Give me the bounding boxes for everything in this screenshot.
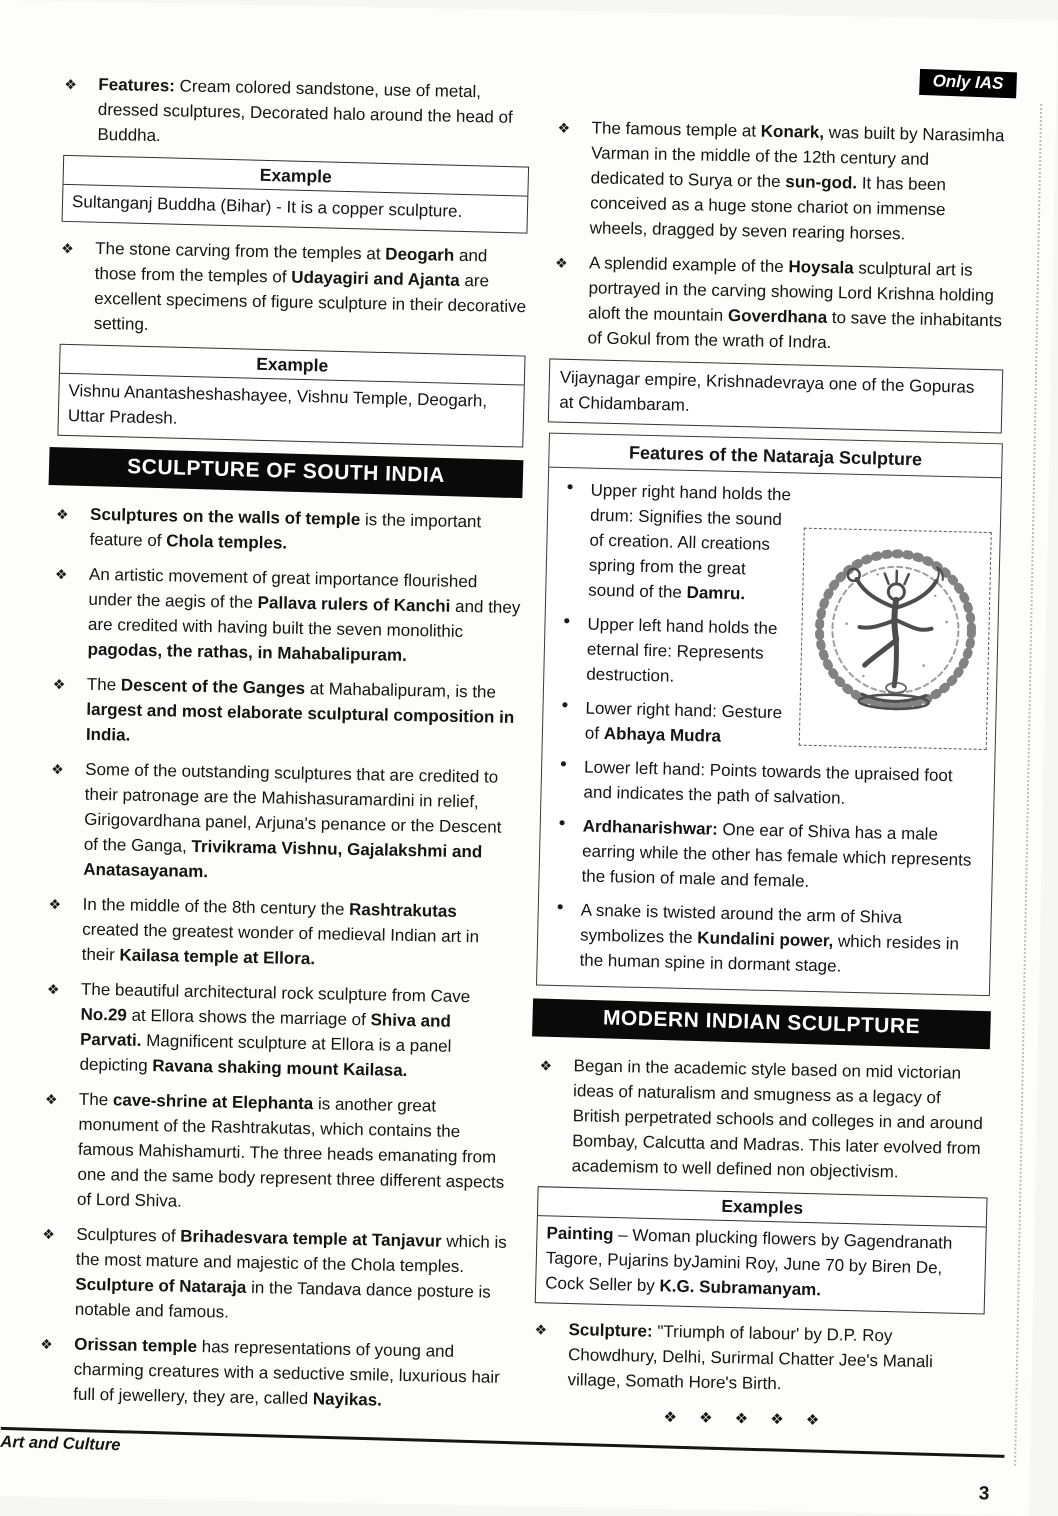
bullet-text: Sculptures of Brihadesvara temple at Tanjavur which is the most mature and majestic of the Chola temples. Sculpture of Nataraja in the Tandava dance posture is notable and famous. bbox=[75, 1222, 509, 1330]
list-item bbox=[549, 813, 983, 898]
list-item bbox=[39, 1086, 511, 1220]
end-ornament-diamonds: ❖ ❖ ❖ ❖ ❖ bbox=[509, 1405, 983, 1432]
list-item bbox=[551, 754, 984, 814]
diamond-bullet-icon: ❖ bbox=[64, 72, 77, 97]
bullet-text: The stone carving from the temples at Deogarh and those from the temples of Udayagiri and Ajanta are excellent specimens of figure sculpture in their decorative setting. bbox=[94, 236, 528, 344]
bullet-text: The cave-shrine at Elephanta is another great monument of the Rashtrakutas, which contains the famous Mahishamurti. The three heads emanating from one and the same body represent three different aspects of Lord Shiva. bbox=[77, 1087, 511, 1220]
round-bullet-icon: • bbox=[559, 811, 566, 836]
bullet-text: The Descent of the Ganges at Mahabalipuram, is the largest and most elaborate sculptural composition in India. bbox=[86, 672, 519, 755]
nataraja-box-title: Features of the Nataraja Sculpture bbox=[549, 440, 1002, 479]
diamond-bullet-icon: ❖ bbox=[61, 236, 74, 261]
bullet-text: Upper right hand holds the drum: Signifies the sound of creation. All creations spring from the great sound of the Damru. bbox=[588, 478, 797, 608]
diamond-bullet-icon: ❖ bbox=[534, 1318, 547, 1343]
list-item bbox=[37, 1221, 509, 1330]
diamond-bullet-icon: ❖ bbox=[53, 672, 66, 697]
example-box-body: Painting – Woman plucking flowers by Gagendranath Tagore, Pujarins byJamini Roy, June 70 by Biren De, Cock Seller by K.G. Subramanyam. bbox=[536, 1216, 986, 1313]
bullet-text: Sculpture: "Triumph of labour' by D.P. Roy Chowdhury, Delhi, Surirmal Chatter Jee's Manali village, Somath Hore's Birth. bbox=[567, 1317, 984, 1400]
list-item bbox=[547, 897, 981, 982]
round-bullet-icon: • bbox=[563, 609, 570, 634]
footer-page-number: 3 bbox=[978, 1457, 1004, 1506]
list-item bbox=[35, 1331, 506, 1415]
bullet-text: A snake is twisted around the arm of Shiva symbolizes the Kundalini power, which resides in the human spine in dormant stage. bbox=[579, 898, 981, 982]
diamond-bullet-icon: ❖ bbox=[48, 892, 61, 917]
list-item bbox=[556, 477, 991, 612]
diamond-bullet-icon: ❖ bbox=[555, 251, 568, 276]
footer-book-title: Art and Culture bbox=[0, 1430, 121, 1455]
list-item bbox=[41, 976, 513, 1085]
right-column bbox=[529, 81, 1009, 1434]
bullet-text: Began in the academic style based on mid victorian ideas of naturalism and smugness as a legacy of British perpetrated schools and colleges in and around Bombay, Calcutta and Madras. This later evolved from academism to well defined non objectivism. bbox=[571, 1053, 989, 1186]
south-india-bullet-list bbox=[35, 501, 522, 1415]
examples-box-modern bbox=[535, 1186, 988, 1314]
temples-bullet-list bbox=[549, 115, 1007, 359]
list-item bbox=[48, 671, 519, 755]
note-box-text: Vijaynagar empire, Krishnadevraya one of the Gopuras at Chidambaram. bbox=[559, 365, 992, 426]
bullet-text: Orissan temple has representations of young and charming creatures with a seductive smile, luxurious hair full of jewellery, they are, called Nayikas. bbox=[73, 1332, 506, 1415]
diamond-bullet-icon: ❖ bbox=[51, 757, 64, 782]
diamond-bullet-icon: ❖ bbox=[45, 1087, 58, 1112]
list-item bbox=[43, 891, 514, 975]
diamond-bullet-icon: ❖ bbox=[47, 977, 60, 1002]
bullet-text: Sculptures on the walls of temple is the important feature of Chola temples. bbox=[89, 502, 522, 560]
example-box-header: Example bbox=[60, 345, 525, 386]
diamond-bullet-icon: ❖ bbox=[539, 1054, 552, 1079]
bullet-modern-academic-style bbox=[533, 1052, 989, 1186]
vijaynagar-note-box bbox=[548, 358, 1003, 433]
round-bullet-icon: • bbox=[560, 752, 567, 777]
bullet-text: The famous temple at Konark, was built by Narasimha Varman in the middle of the 12th century and dedicated to Surya or the sun-god. It has been conceived as a huge stone chariot on immense wheels, dragged by seven rearing horses. bbox=[589, 115, 1007, 248]
bullet-text: Some of the outstanding sculptures that are credited to their patronage are the Mahishasuramardini in relief, Girigovardhana panel, Arjuna's penance or the Descent of the Ganga, Trivikrama Vishnu, Gajalakshmi and Anatasayanam. bbox=[83, 757, 517, 890]
list-item bbox=[49, 561, 521, 670]
nataraja-features-box bbox=[536, 433, 1003, 997]
example-box-body: Vishnu Anantasheshashayee, Vishnu Temple, Deogarh, Uttar Pradesh. bbox=[58, 374, 523, 447]
section-heading-sculpture-of-south-india: SCULPTURE OF SOUTH INDIA bbox=[49, 447, 524, 498]
list-item bbox=[45, 756, 517, 890]
bullet-text: Ardhanarishwar: One ear of Shiva has a male earring while the other has female which represents the fusion of male and female. bbox=[581, 814, 983, 898]
round-bullet-icon: • bbox=[561, 693, 568, 718]
bullet-text: In the middle of the 8th century the Rashtrakutas created the greatest wonder of medieval Indian art in their Kailasa temple at Ellora. bbox=[81, 892, 514, 975]
only-ias-badge: Only IAS bbox=[919, 69, 1017, 99]
bullet-text: Lower right hand: Gesture of Abhaya Mudra bbox=[585, 696, 792, 751]
list-item bbox=[51, 501, 522, 560]
section-heading-modern-indian-sculpture: MODERN INDIAN SCULPTURE bbox=[532, 998, 991, 1049]
round-bullet-icon: • bbox=[566, 475, 573, 500]
diamond-bullet-icon: ❖ bbox=[42, 1222, 55, 1247]
diamond-bullet-icon: ❖ bbox=[55, 562, 68, 587]
list-item bbox=[553, 695, 986, 755]
round-bullet-icon: • bbox=[557, 895, 564, 920]
diamond-bullet-icon: ❖ bbox=[557, 116, 570, 141]
bullet-sculpture-examples bbox=[529, 1316, 984, 1400]
bullet-text: An artistic movement of great importance flourished under the aegis of the Pallava rulers of Kanchi and they are credited with having built the seven monolithic pagodas, the rathas, in Mahabalipuram. bbox=[87, 562, 521, 670]
example-box-sultanganj bbox=[62, 155, 530, 234]
list-item bbox=[552, 115, 1008, 249]
bullet-text: Upper left hand holds the eternal fire: Represents destruction. bbox=[586, 612, 794, 692]
example-box-header: Example bbox=[63, 156, 528, 197]
bullet-stone-carving bbox=[56, 235, 528, 344]
bullet-features bbox=[59, 71, 530, 155]
left-column bbox=[35, 71, 531, 1425]
diamond-bullet-icon: ❖ bbox=[56, 502, 69, 527]
example-box-vishnu bbox=[57, 344, 525, 448]
bullet-text: Features: Cream colored sandstone, use of metal, dressed sculptures, Decorated halo around the head of Buddha. bbox=[97, 72, 530, 155]
bullet-text: A splendid example of the Hoysala sculptural art is portrayed in the carving showing Lord Krishna holding aloft the mountain Goverdhana to save the inhabitants of Gokul from the wrath of Indra. bbox=[587, 250, 1005, 358]
example-box-header: Examples bbox=[538, 1187, 987, 1227]
diamond-bullet-icon: ❖ bbox=[40, 1332, 53, 1357]
nataraja-bullet-list bbox=[547, 477, 991, 982]
list-item bbox=[554, 611, 988, 696]
bullet-text: The beautiful architectural rock sculpture from Cave No.29 at Ellora shows the marriage of Shiva and Parvati. Magnificent sculpture at Ellora is a panel depicting Ravana shaking mount Kailasa. bbox=[79, 977, 513, 1085]
bullet-text: Lower left hand: Points towards the upraised foot and indicates the path of salvation. bbox=[583, 755, 984, 814]
page-footer bbox=[0, 1427, 1004, 1506]
example-box-body: Sultanganj Buddha (Bihar) - It is a copper sculpture. bbox=[63, 185, 528, 233]
list-item bbox=[549, 250, 1005, 359]
